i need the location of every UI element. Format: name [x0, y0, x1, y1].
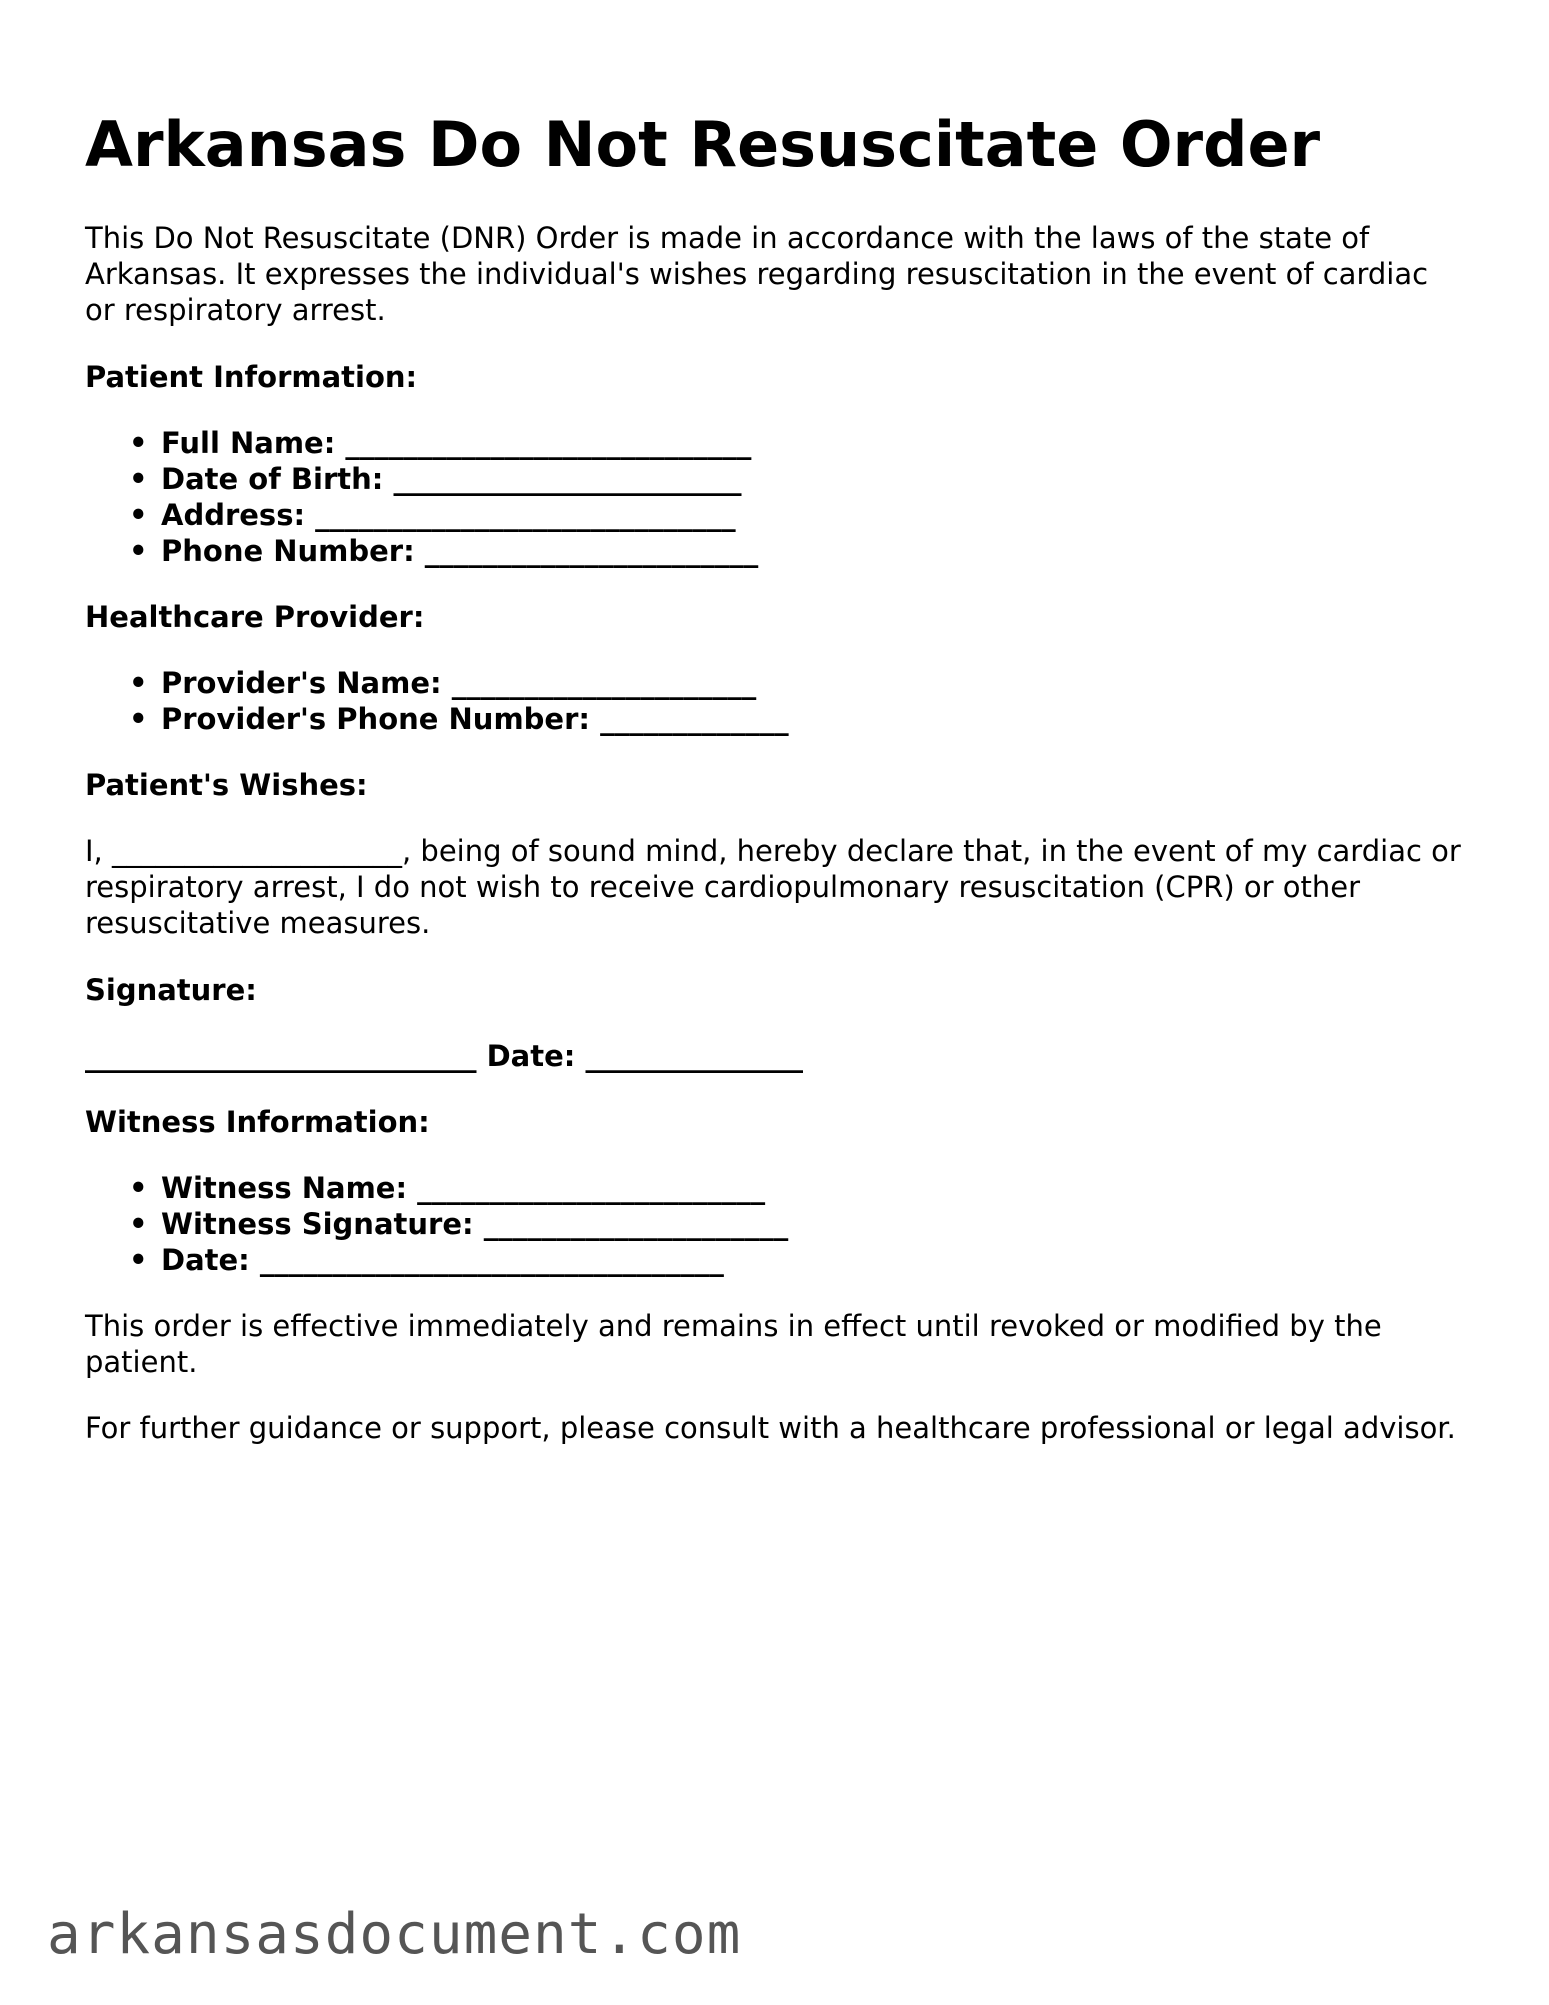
signature-blank: ___________________________	[85, 1039, 477, 1073]
witness-list	[85, 1170, 788, 1278]
list-item	[85, 497, 758, 533]
field-label: Witness Signature:	[161, 1207, 484, 1241]
field-label: Provider's Phone Number:	[161, 702, 601, 736]
bullet-icon: •	[129, 1207, 148, 1241]
list-item	[85, 665, 789, 701]
fill-in-blank: _____________________	[451, 666, 757, 700]
date-blank: _______________	[585, 1039, 803, 1073]
wishes-heading: Patient's Wishes:	[85, 768, 368, 802]
list-item	[85, 1170, 788, 1206]
field-label: Date of Birth:	[161, 462, 394, 496]
fill-in-blank: _____________	[600, 702, 789, 736]
list-item	[85, 1242, 788, 1278]
date-label: Date:	[476, 1039, 586, 1073]
site-watermark: arkansasdocument.com	[47, 1902, 742, 1967]
guidance-paragraph: For further guidance or support, please consult with a healthcare professional or legal advisor.	[85, 1411, 1456, 1445]
document-title: Arkansas Do Not Resuscitate Order	[85, 108, 1321, 181]
bullet-icon: •	[129, 462, 148, 496]
bullet-icon: •	[129, 534, 148, 568]
provider-list	[85, 665, 789, 737]
bullet-icon: •	[129, 498, 148, 532]
patient-info-list	[85, 425, 758, 569]
bullet-icon: •	[129, 1171, 148, 1205]
field-label: Date:	[161, 1243, 260, 1277]
provider-heading: Healthcare Provider:	[85, 600, 425, 634]
patient-info-heading: Patient Information:	[85, 360, 418, 394]
field-label: Full Name:	[161, 426, 346, 460]
bullet-icon: •	[129, 666, 148, 700]
fill-in-blank: ________________________	[393, 462, 742, 496]
signature-line	[85, 1038, 803, 1074]
fill-in-blank: ________________________	[417, 1171, 766, 1205]
intro-paragraph: This Do Not Resuscitate (DNR) Order is made in accordance with the laws of the state of Arkansas. It expresses the individual's wishes regarding resuscitation in the event of cardiac or respiratory arrest.	[85, 221, 1429, 327]
bullet-icon: •	[129, 702, 148, 736]
witness-heading: Witness Information:	[85, 1105, 430, 1139]
fill-in-blank: _______________________	[424, 534, 759, 568]
bullet-icon: •	[129, 1243, 148, 1277]
fill-in-blank: _____________________________	[315, 498, 736, 532]
list-item	[85, 533, 758, 569]
list-item	[85, 425, 758, 461]
bullet-icon: •	[129, 426, 148, 460]
fill-in-blank: ________________________________	[259, 1243, 724, 1277]
list-item	[85, 1206, 788, 1242]
signature-heading: Signature:	[85, 973, 257, 1007]
field-label: Phone Number:	[161, 534, 425, 568]
list-item	[85, 461, 758, 497]
field-label: Address:	[161, 498, 316, 532]
list-item	[85, 701, 789, 737]
fill-in-blank: _____________________	[483, 1207, 789, 1241]
field-label: Provider's Name:	[161, 666, 452, 700]
effective-paragraph: This order is effective immediately and remains in effect until revoked or modified by the patient.	[85, 1309, 1382, 1379]
wishes-paragraph: I, ____________________, being of sound mind, hereby declare that, in the event of my cardiac or respiratory arrest, I do not wish to receive cardiopulmonary resuscitation (CPR) or other resuscitative measures.	[85, 834, 1461, 940]
field-label: Witness Name:	[161, 1171, 418, 1205]
fill-in-blank: ____________________________	[345, 426, 752, 460]
